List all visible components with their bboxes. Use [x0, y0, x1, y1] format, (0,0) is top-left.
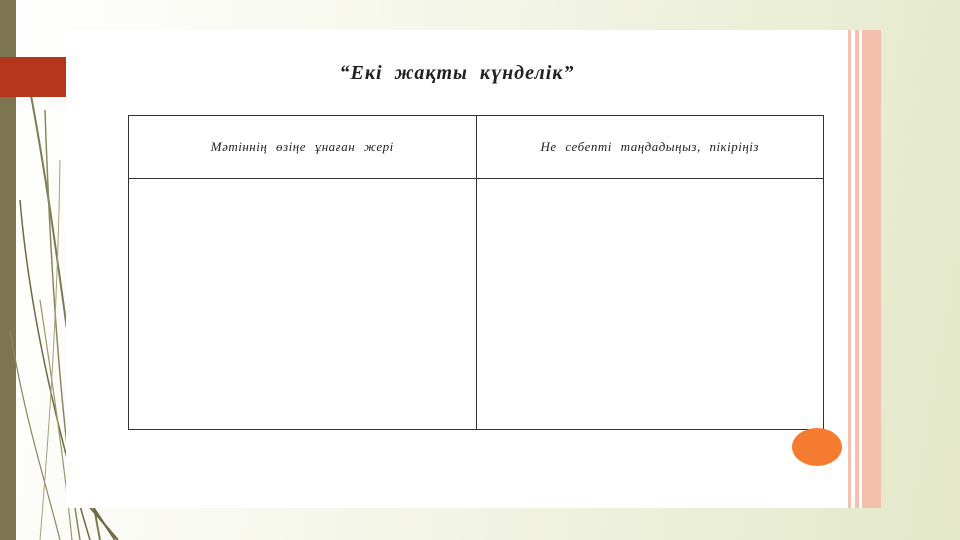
table-row	[129, 179, 824, 430]
column-header-reason-opinion: Не себепті таңдадыңыз, пікіріңіз	[476, 116, 824, 179]
column-header-liked-part: Мәтіннің өзіңе ұнаған жері	[129, 116, 477, 179]
page-title: “Екі жақты күнделік”	[339, 62, 575, 84]
table-cell-reason-opinion	[476, 179, 824, 430]
table-header-row	[129, 116, 824, 179]
double-entry-diary-table	[128, 115, 824, 430]
red-accent-tab	[0, 57, 66, 97]
orange-circle-decoration	[792, 428, 842, 466]
table-cell-liked-part	[129, 179, 477, 430]
pink-stripe-5	[862, 30, 881, 508]
